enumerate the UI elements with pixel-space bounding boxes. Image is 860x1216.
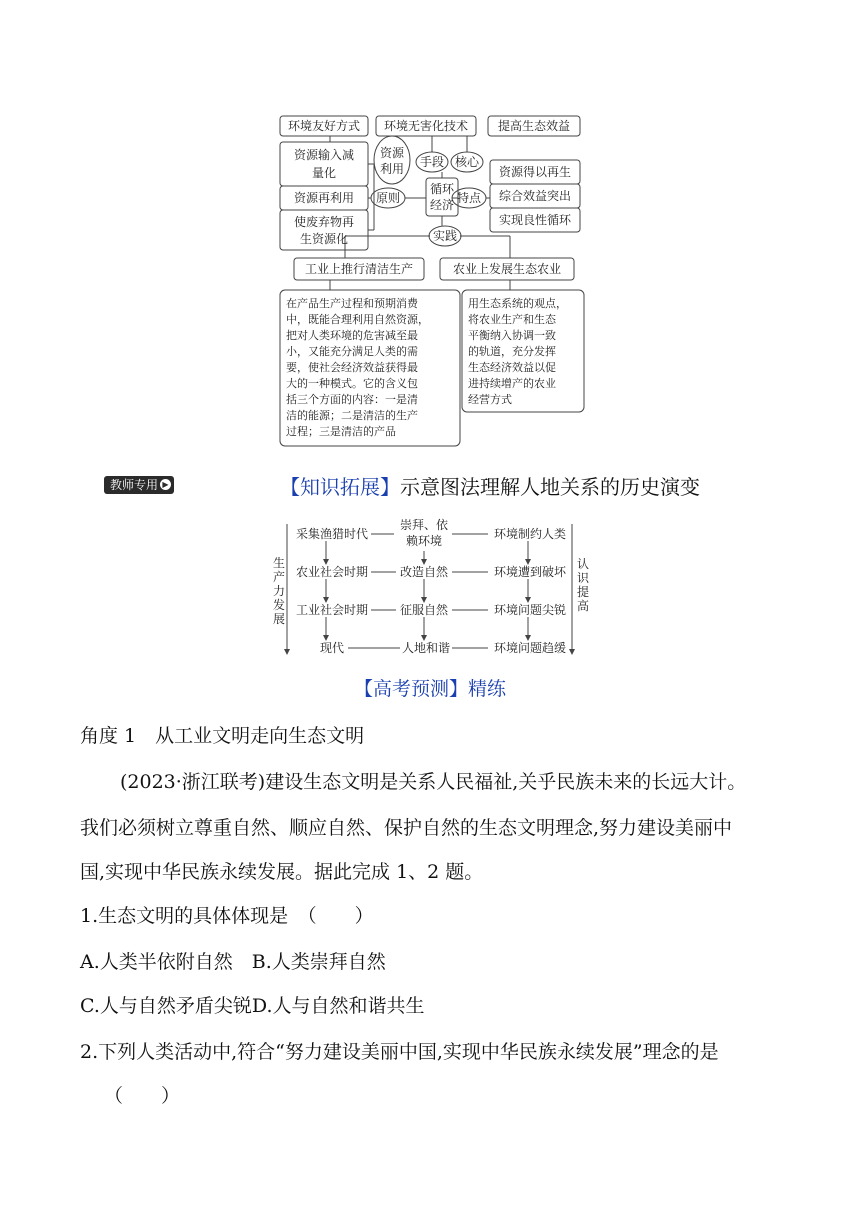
q2-stem: 2.下列人类活动中,符合“努力建设美丽中国,实现中华民族永续发展”理念的是	[80, 1041, 719, 1063]
box-reduce-1: 资源输入减	[293, 148, 355, 162]
industry-text-line: 括三个方面的内容：一是清	[286, 393, 418, 406]
industry-text-line: 把对人类环境的危害减至最	[286, 329, 418, 342]
q1-options-ab: A.人类半依附自然 B.人类崇拜自然	[80, 951, 386, 973]
ellipse-means: 手段	[419, 155, 445, 169]
box-env-friendly: 环境友好方式	[287, 119, 361, 133]
box-recycle-2: 生资源化	[299, 232, 349, 246]
side-label-productivity: 展	[272, 612, 286, 626]
industry-text-line: 小，又能充分满足人类的需	[286, 345, 418, 358]
box-cycle: 实现良性循环	[498, 213, 572, 227]
q1-stem: 1.生态文明的具体体现是 （ ）	[80, 905, 374, 927]
knowledge-bracket: 【知识拓展】	[280, 475, 400, 499]
era-agriculture: 农业社会时期	[295, 565, 369, 579]
era-modern: 现代	[319, 641, 345, 655]
era-industry: 工业社会时期	[295, 603, 369, 617]
side-label-awareness: 提	[576, 585, 590, 599]
intro-line: (2023·浙江联考)建设生态文明是关系人民福祉,关乎民族未来的长远大计。	[120, 771, 747, 793]
side-label-awareness: 认	[576, 557, 590, 571]
q1-options-cd: C.人与自然矛盾尖锐D.人与自然和谐共生	[80, 995, 425, 1017]
agriculture-text-line: 经营方式	[468, 393, 512, 406]
teacher-only-badge	[104, 476, 174, 494]
result-restrict: 环境制约人类	[493, 527, 567, 541]
center-circular-1: 循环	[429, 182, 455, 196]
agriculture-text-line: 生态经济效益以促	[468, 361, 556, 374]
ellipse-resource-1: 资源	[379, 146, 405, 160]
side-label-productivity: 生	[272, 556, 286, 570]
box-reuse: 资源再利用	[293, 191, 355, 205]
angle-heading: 角度 1 从工业文明走向生态文明	[80, 725, 365, 747]
q2-answer-paren: （ ）	[104, 1085, 181, 1107]
ellipse-resource-2: 利用	[379, 162, 405, 176]
box-regenerate: 资源得以再生	[498, 165, 572, 179]
agriculture-text-line: 的轨道，充分发挥	[468, 345, 556, 358]
exam-bracket: 【高考预测】	[353, 678, 468, 700]
ellipse-practice: 实践	[432, 229, 458, 243]
industry-text-line: 要，使社会经济效益获得最	[286, 361, 418, 374]
attitude-worship-1: 崇拜、依	[399, 518, 449, 532]
ellipse-core: 核心	[454, 155, 480, 169]
attitude-worship-2: 赖环境	[405, 534, 443, 548]
industry-text-line: 过程；三是清洁的产品	[286, 425, 396, 438]
knowledge-title: 示意图法理解人地关系的历史演变	[400, 475, 700, 499]
box-reduce-2: 量化	[311, 166, 337, 180]
attitude-transform: 改造自然	[399, 565, 449, 579]
side-label-awareness: 高	[576, 599, 590, 613]
agriculture-title: 农业上发展生态农业	[452, 262, 562, 276]
ellipse-principle: 原则	[375, 191, 401, 205]
exam-heading	[0, 676, 860, 702]
industry-title: 工业上推行清洁生产	[304, 262, 414, 276]
result-damage: 环境遭到破坏	[493, 565, 567, 579]
circular-economy-diagram	[270, 108, 590, 453]
play-icon: ▶	[160, 479, 171, 490]
era-hunting: 采集渔猎时代	[295, 527, 369, 541]
industry-text-line: 洁的能源；二是清洁的生产	[286, 409, 418, 422]
side-label-awareness: 识	[576, 571, 590, 585]
agriculture-text-line: 将农业生产和生态	[468, 313, 556, 326]
box-harmless-tech: 环境无害化技术	[383, 119, 469, 133]
side-label-productivity: 发	[272, 598, 286, 612]
human-land-diagram	[266, 516, 596, 658]
attitude-conquer: 征服自然	[399, 603, 449, 617]
intro-line: 国,实现中华民族永续发展。据此完成 1、2 题。	[80, 861, 484, 883]
result-acute: 环境问题尖锐	[493, 603, 567, 617]
center-circular-2: 经济	[429, 198, 455, 212]
agriculture-text-line: 用生态系统的观点，	[468, 297, 567, 310]
attitude-harmony: 人地和谐	[401, 641, 451, 655]
agriculture-text-line: 进持续增产的农业	[468, 377, 556, 390]
intro-line: 我们必须树立尊重自然、顺应自然、保护自然的生态文明理念,努力建设美丽中	[80, 817, 733, 839]
result-ease: 环境问题趋缓	[493, 641, 567, 655]
box-recycle-1: 使废弃物再	[293, 215, 355, 229]
box-eco-benefit: 提高生态效益	[497, 119, 571, 133]
box-benefit: 综合效益突出	[498, 189, 572, 203]
side-label-productivity: 力	[272, 584, 286, 598]
ellipse-feature: 特点	[456, 191, 482, 205]
agriculture-text-line: 平衡纳入协调一致	[468, 329, 556, 342]
industry-text-line: 在产品生产过程和预期消费	[286, 297, 418, 310]
exam-label: 精练	[468, 678, 507, 700]
side-label-productivity: 产	[272, 570, 286, 584]
badge-label: 教师专用	[110, 478, 159, 492]
industry-text-line: 中，既能合理利用自然资源，	[286, 313, 429, 326]
knowledge-heading	[280, 474, 700, 500]
industry-text-line: 大的一种模式。它的含义包	[286, 377, 418, 390]
